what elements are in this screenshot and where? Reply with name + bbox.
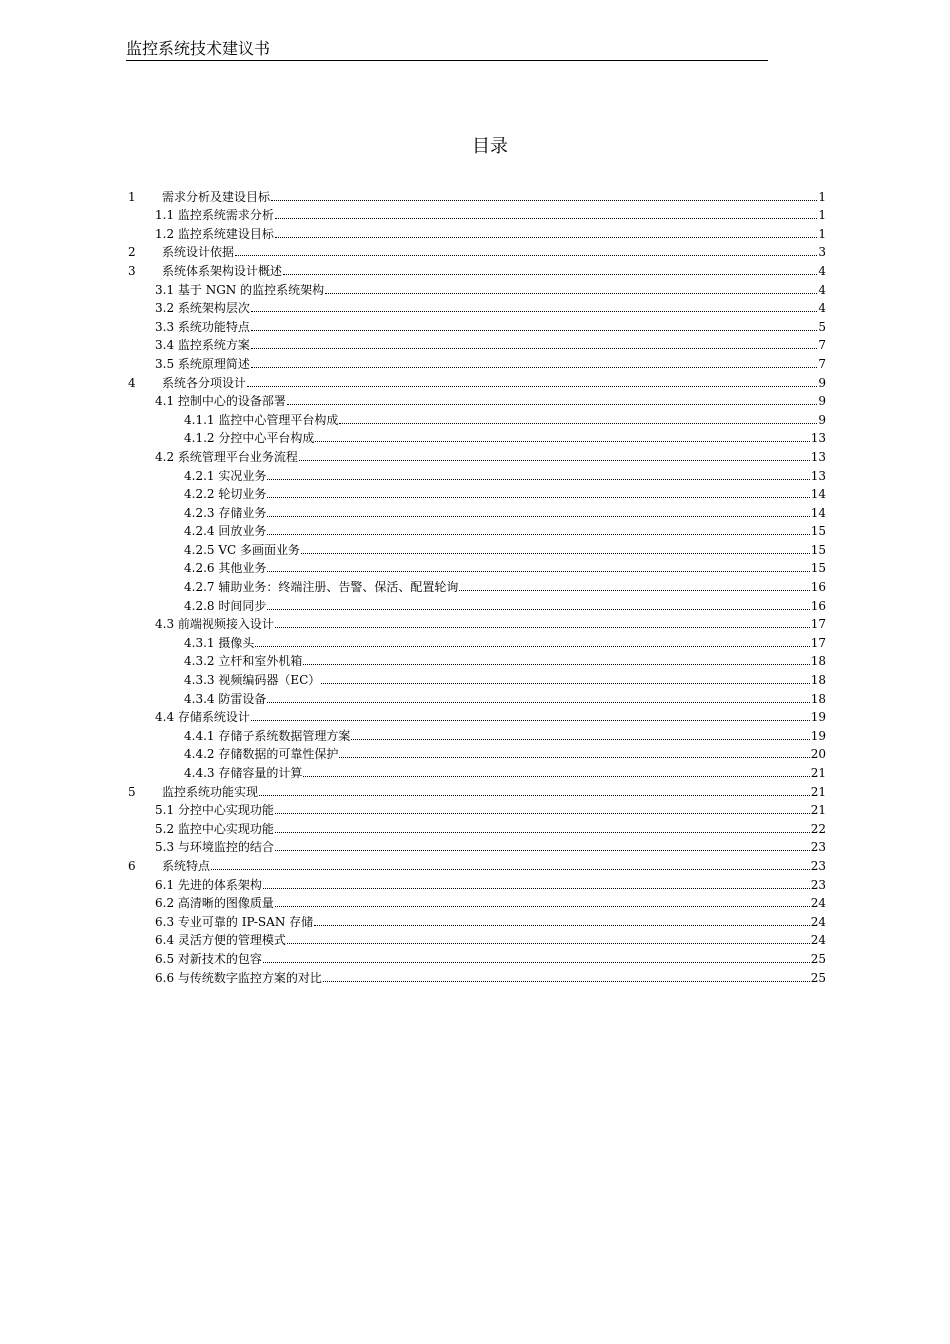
toc-dot-leader xyxy=(459,590,809,591)
toc-entry-text: 需求分析及建设目标 xyxy=(162,189,271,204)
toc-entry[interactable] xyxy=(126,799,826,818)
toc-entry-text: 6.6 与传统数字监控方案的对比 xyxy=(155,970,322,985)
toc-entry-text: 4.2.6 其他业务 xyxy=(184,561,267,576)
toc-entry-page-number: 9 xyxy=(818,375,826,390)
toc-dot-leader xyxy=(251,311,817,312)
toc-dot-leader xyxy=(251,330,817,331)
toc-entry-page-number: 4 xyxy=(818,263,826,278)
toc-entry[interactable] xyxy=(126,241,826,260)
toc-entry-text: 系统体系架构设计概述 xyxy=(162,263,283,278)
toc-dot-leader xyxy=(267,534,809,535)
toc-entry-text: 1.2 监控系统建设目标 xyxy=(155,226,274,241)
toc-entry-text: 3.3 系统功能特点 xyxy=(155,319,250,334)
toc-entry[interactable] xyxy=(126,297,826,316)
toc-dot-leader xyxy=(267,516,809,517)
toc-dot-leader xyxy=(235,255,817,256)
toc-entry[interactable] xyxy=(126,315,826,334)
toc-entry-text: 4.2.7 辅助业务：终端注册、告警、保活、配置轮询 xyxy=(184,580,459,595)
toc-entry-text: 监控系统功能实现 xyxy=(162,784,259,799)
toc-dot-leader xyxy=(339,757,809,758)
toc-entry[interactable] xyxy=(126,910,826,929)
header-title: 监控系统技术建议书 xyxy=(126,39,271,58)
toc-entry-page-number: 24 xyxy=(810,896,826,911)
toc-entry[interactable] xyxy=(126,613,826,632)
toc-entry-page-number: 23 xyxy=(810,858,826,873)
toc-dot-leader xyxy=(211,869,810,870)
toc-entry[interactable] xyxy=(126,445,826,464)
toc-dot-leader xyxy=(275,237,817,238)
toc-entry[interactable] xyxy=(126,631,826,650)
toc-entry[interactable] xyxy=(126,668,826,687)
toc-entry-page-number: 13 xyxy=(810,468,826,483)
toc-entry-page-number: 24 xyxy=(810,933,826,948)
toc-dot-leader xyxy=(314,925,810,926)
toc-dot-leader xyxy=(315,441,809,442)
toc-dot-leader xyxy=(283,274,817,275)
toc-entry[interactable] xyxy=(126,687,826,706)
table-of-contents xyxy=(126,185,826,985)
toc-dot-leader xyxy=(323,981,810,982)
toc-entry-text: 5.3 与环境监控的结合 xyxy=(155,840,274,855)
toc-entry-page-number: 3 xyxy=(818,245,826,260)
toc-dot-leader xyxy=(275,850,810,851)
toc-entry-text: 6.5 对新技术的包容 xyxy=(155,951,262,966)
toc-entry[interactable] xyxy=(126,594,826,613)
toc-entry-page-number: 4 xyxy=(818,282,826,297)
toc-entry-text: 系统特点 xyxy=(162,858,211,873)
toc-entry-page-number: 1 xyxy=(818,226,826,241)
toc-entry[interactable] xyxy=(126,780,826,799)
toc-entry-text: 3.2 系统架构层次 xyxy=(155,301,250,316)
toc-dot-leader xyxy=(267,609,809,610)
toc-entry-page-number: 1 xyxy=(818,189,826,204)
toc-entry[interactable] xyxy=(126,371,826,390)
toc-entry-page-number: 24 xyxy=(810,914,826,929)
toc-entry[interactable] xyxy=(126,706,826,725)
toc-entry-text: 4.4.3 存储容量的计算 xyxy=(184,766,303,780)
toc-dot-leader xyxy=(267,497,809,498)
toc-entry-text: 系统各分项设计 xyxy=(162,375,247,390)
toc-entry[interactable] xyxy=(126,743,826,762)
toc-entry-text: 4.2 系统管理平台业务流程 xyxy=(155,449,298,464)
toc-entry-text: 4.2.1 实况业务 xyxy=(184,468,267,483)
toc-dot-leader xyxy=(263,962,810,963)
toc-dot-leader xyxy=(247,386,817,387)
page-header xyxy=(126,38,768,61)
toc-entry[interactable] xyxy=(126,761,826,780)
toc-entry[interactable] xyxy=(126,222,826,241)
toc-entry[interactable] xyxy=(126,873,826,892)
toc-entry-text: 6.1 先进的体系架构 xyxy=(155,877,262,892)
toc-entry[interactable] xyxy=(126,427,826,446)
toc-entry-text: 4.2.5 VC 多画面业务 xyxy=(184,542,301,557)
toc-dot-leader xyxy=(339,423,817,424)
toc-entry-text: 4.3 前端视频接入设计 xyxy=(155,617,274,632)
toc-entry-text: 4.3.3 视频编码器（EC） xyxy=(184,673,321,688)
toc-entry-page-number: 16 xyxy=(810,598,826,613)
toc-entry-text: 4.2.2 轮切业务 xyxy=(184,487,267,502)
toc-entry-page-number: 19 xyxy=(810,710,826,725)
toc-entry-page-number: 17 xyxy=(810,635,826,650)
toc-dot-leader xyxy=(287,943,810,944)
toc-entry-page-number: 20 xyxy=(810,747,826,762)
toc-entry-page-number: 7 xyxy=(818,356,826,371)
toc-entry-page-number: 18 xyxy=(810,654,826,669)
toc-entry-page-number: 18 xyxy=(810,673,826,688)
toc-title: 目录 xyxy=(472,136,508,157)
toc-entry-page-number: 16 xyxy=(810,580,826,595)
toc-dot-leader xyxy=(251,348,817,349)
toc-dot-leader xyxy=(259,795,810,796)
toc-entry-text: 5.1 分控中心实现功能 xyxy=(155,803,274,818)
toc-entry-page-number: 15 xyxy=(810,524,826,539)
toc-entry-number: 6 xyxy=(128,858,136,873)
toc-dot-leader xyxy=(325,293,817,294)
toc-entry[interactable] xyxy=(126,334,826,353)
toc-dot-leader xyxy=(351,739,809,740)
toc-entry-text: 1.1 监控系统需求分析 xyxy=(155,208,274,223)
toc-entry-page-number: 9 xyxy=(818,412,826,427)
toc-entry[interactable] xyxy=(126,947,826,966)
toc-entry-number: 4 xyxy=(128,375,136,390)
toc-entry-number: 2 xyxy=(128,245,136,260)
toc-dot-leader xyxy=(271,200,817,201)
toc-dot-leader xyxy=(299,460,810,461)
toc-entry-text: 4.3.2 立杆和室外机箱 xyxy=(184,654,303,669)
toc-dot-leader xyxy=(251,720,810,721)
toc-entry-text: 4.4 存储系统设计 xyxy=(155,710,250,725)
toc-entry[interactable] xyxy=(126,817,826,836)
toc-entry-number: 1 xyxy=(128,189,136,204)
toc-dot-leader xyxy=(267,702,809,703)
toc-entry-page-number: 7 xyxy=(818,338,826,353)
toc-entry-text: 4.1.2 分控中心平台构成 xyxy=(184,431,315,446)
toc-entry[interactable] xyxy=(126,538,826,557)
toc-entry[interactable] xyxy=(126,408,826,427)
toc-entry-page-number: 9 xyxy=(818,394,826,409)
toc-dot-leader xyxy=(321,683,809,684)
toc-entry[interactable] xyxy=(126,724,826,743)
toc-entry[interactable] xyxy=(126,575,826,594)
toc-dot-leader xyxy=(275,906,810,907)
toc-entry[interactable] xyxy=(126,278,826,297)
toc-entry[interactable] xyxy=(126,204,826,223)
toc-entry-text: 系统设计依据 xyxy=(162,245,235,260)
toc-entry-page-number: 13 xyxy=(810,431,826,446)
toc-entry-page-number: 23 xyxy=(810,840,826,855)
toc-entry-number: 5 xyxy=(128,784,136,799)
toc-entry-text: 4.2.8 时间同步 xyxy=(184,598,267,613)
toc-entry-page-number: 18 xyxy=(810,691,826,706)
toc-entry[interactable] xyxy=(126,501,826,520)
toc-entry-text: 4.3.4 防雷设备 xyxy=(184,691,267,706)
toc-entry[interactable] xyxy=(126,836,826,855)
toc-entry[interactable] xyxy=(126,520,826,539)
toc-dot-leader xyxy=(267,571,809,572)
toc-entry-text: 6.3 专业可靠的 IP-SAN 存储 xyxy=(155,914,314,929)
toc-dot-leader xyxy=(303,664,809,665)
toc-dot-leader xyxy=(287,404,817,405)
toc-entry-text: 3.1 基于 NGN 的监控系统架构 xyxy=(155,282,325,297)
toc-entry[interactable] xyxy=(126,650,826,669)
toc-dot-leader xyxy=(267,479,809,480)
toc-entry-page-number: 25 xyxy=(810,951,826,966)
toc-entry[interactable] xyxy=(126,185,826,204)
toc-entry-page-number: 21 xyxy=(810,784,826,799)
toc-dot-leader xyxy=(263,888,810,889)
toc-entry-page-number: 19 xyxy=(810,728,826,743)
toc-dot-leader xyxy=(275,832,810,833)
toc-dot-leader xyxy=(255,646,809,647)
toc-entry[interactable] xyxy=(126,854,826,873)
toc-entry[interactable] xyxy=(126,259,826,278)
toc-entry-text: 4.4.1 存储子系统数据管理方案 xyxy=(184,728,351,743)
toc-entry-page-number: 15 xyxy=(810,561,826,576)
toc-dot-leader xyxy=(303,776,809,777)
toc-entry-page-number: 23 xyxy=(810,877,826,892)
toc-dot-leader xyxy=(251,367,817,368)
toc-entry[interactable] xyxy=(126,483,826,502)
toc-entry-text: 4.1 控制中心的设备部署 xyxy=(155,394,286,409)
toc-entry-page-number: 15 xyxy=(810,542,826,557)
toc-entry[interactable] xyxy=(126,929,826,948)
toc-entry-text: 4.1.1 监控中心管理平台构成 xyxy=(184,412,339,427)
toc-entry[interactable] xyxy=(126,966,826,985)
toc-entry[interactable] xyxy=(126,390,826,409)
toc-entry-page-number: 13 xyxy=(810,449,826,464)
toc-entry-text: 3.4 监控系统方案 xyxy=(155,338,250,353)
toc-entry-text: 4.3.1 摄像头 xyxy=(184,635,255,650)
toc-entry-text: 6.2 高清晰的图像质量 xyxy=(155,896,274,911)
toc-entry-page-number: 14 xyxy=(810,487,826,502)
toc-entry-number: 3 xyxy=(128,263,136,278)
toc-entry[interactable] xyxy=(126,557,826,576)
toc-entry[interactable] xyxy=(126,464,826,483)
toc-entry-text: 4.2.3 存储业务 xyxy=(184,505,267,520)
toc-entry-page-number: 5 xyxy=(818,319,826,334)
toc-dot-leader xyxy=(301,553,810,554)
toc-dot-leader xyxy=(275,218,817,219)
toc-dot-leader xyxy=(275,627,810,628)
toc-entry-page-number: 1 xyxy=(818,208,826,223)
toc-entry-page-number: 17 xyxy=(810,617,826,632)
toc-entry[interactable] xyxy=(126,352,826,371)
toc-dot-leader xyxy=(275,813,810,814)
toc-entry-text: 5.2 监控中心实现功能 xyxy=(155,821,274,836)
toc-entry-page-number: 25 xyxy=(810,970,826,985)
toc-entry-page-number: 21 xyxy=(810,766,826,780)
toc-entry-text: 4.4.2 存储数据的可靠性保护 xyxy=(184,747,339,762)
toc-entry-page-number: 21 xyxy=(810,803,826,818)
toc-entry[interactable] xyxy=(126,892,826,911)
toc-entry-page-number: 14 xyxy=(810,505,826,520)
toc-entry-page-number: 4 xyxy=(818,301,826,316)
toc-entry-text: 3.5 系统原理简述 xyxy=(155,356,250,371)
toc-entry-page-number: 22 xyxy=(810,821,826,836)
toc-entry-text: 4.2.4 回放业务 xyxy=(184,524,267,539)
toc-entry-text: 6.4 灵活方便的管理模式 xyxy=(155,933,286,948)
